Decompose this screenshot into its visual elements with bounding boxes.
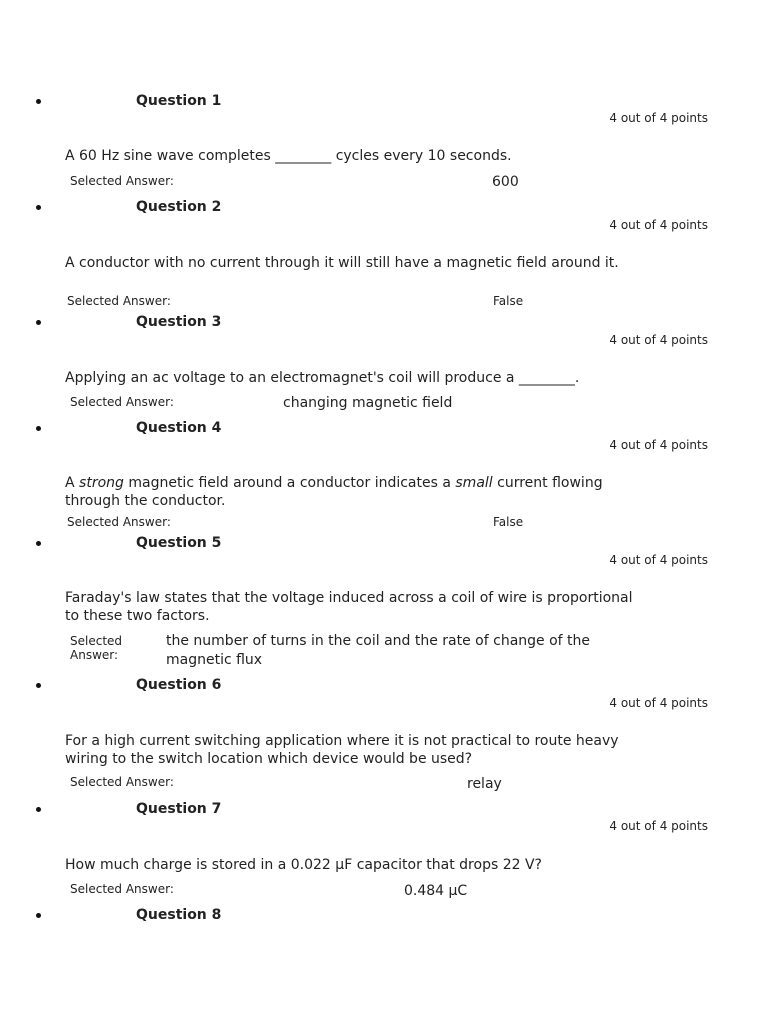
emphasis-text: strong (79, 475, 124, 491)
bullet-icon (35, 540, 43, 548)
points-score: 4 out of 4 points (609, 111, 708, 125)
selected-answer: False (493, 515, 524, 529)
question-text: For a high current switching application where it is not practical to route heavy wiring to the switch location which device would be used? (65, 733, 619, 767)
selected-answer: False (493, 294, 524, 308)
question-title: Question 2 (136, 199, 222, 215)
selected-answer: 600 (492, 174, 519, 190)
points-score: 4 out of 4 points (609, 696, 708, 710)
emphasis-text: small (455, 475, 493, 491)
question-title: Question 5 (136, 535, 222, 551)
selected-answer-label: Selected Answer: (70, 882, 174, 896)
selected-answer: 0.484 µC (404, 883, 468, 899)
question-text: A conductor with no current through it will still have a magnetic field around it. (65, 255, 619, 271)
bullet-icon (35, 912, 43, 920)
bullet-icon (35, 682, 43, 690)
question-title: Question 6 (136, 677, 222, 693)
selected-answer-label: Selected Answer: (70, 775, 174, 789)
bullet-icon (35, 806, 43, 814)
selected-answer-label: Selected Answer: (70, 174, 174, 188)
bullet-icon (35, 204, 43, 212)
selected-answer: the number of turns in the coil and the rate of change of the magnetic flux (166, 633, 591, 668)
selected-answer: changing magnetic field (283, 395, 453, 411)
selected-answer-label: Selected Answer: (70, 634, 123, 662)
points-score: 4 out of 4 points (609, 438, 708, 452)
question-title: Question 4 (136, 420, 222, 436)
bullet-icon (35, 425, 43, 433)
points-score: 4 out of 4 points (609, 333, 708, 347)
question-text: A 60 Hz sine wave completes ________ cycles every 10 seconds. (65, 148, 512, 164)
bullet-icon (35, 98, 43, 106)
selected-answer-label: Selected Answer: (67, 515, 171, 529)
question-text: How much charge is stored in a 0.022 µF capacitor that drops 22 V? (65, 857, 542, 873)
question-text: A strong magnetic field around a conductor indicates a small current flowing through the conductor. (65, 475, 603, 509)
question-text: Faraday's law states that the voltage induced across a coil of wire is proportional to these two factors. (65, 590, 633, 624)
question-title: Question 8 (136, 907, 222, 923)
question-title: Question 7 (136, 801, 222, 817)
question-title: Question 1 (136, 93, 222, 109)
bullet-icon (35, 319, 43, 327)
selected-answer-label: Selected Answer: (67, 294, 171, 308)
points-score: 4 out of 4 points (609, 819, 708, 833)
points-score: 4 out of 4 points (609, 218, 708, 232)
question-text: Applying an ac voltage to an electromagnet's coil will produce a ________. (65, 370, 580, 386)
selected-answer-label: Selected Answer: (70, 395, 174, 409)
selected-answer: relay (467, 776, 502, 792)
question-title: Question 3 (136, 314, 222, 330)
points-score: 4 out of 4 points (609, 553, 708, 567)
